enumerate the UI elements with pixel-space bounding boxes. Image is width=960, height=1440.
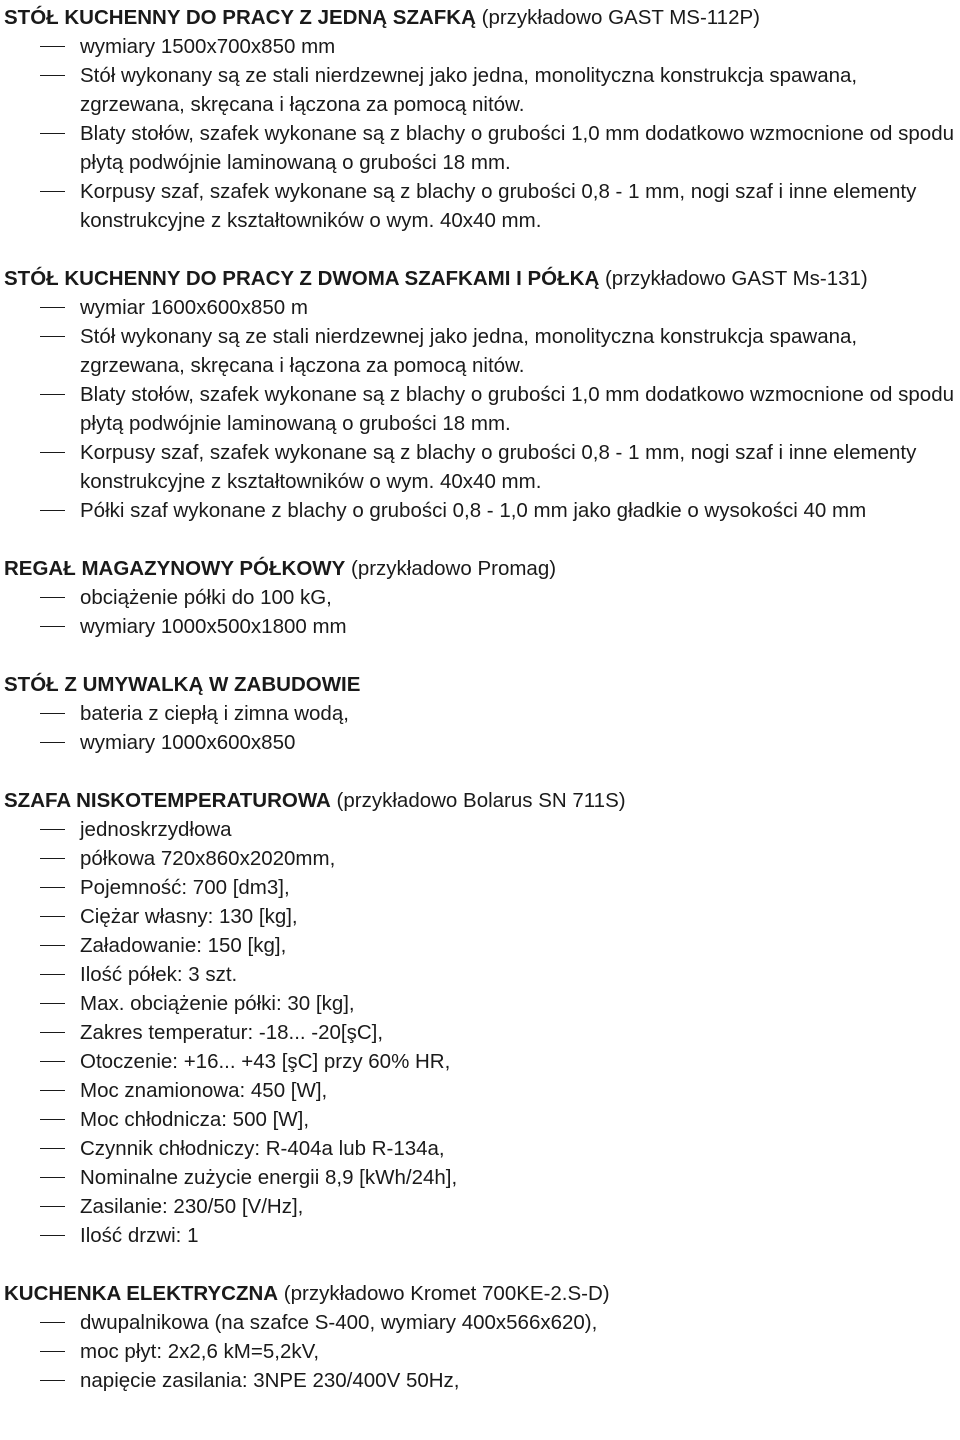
- spec-item: [4, 902, 958, 931]
- dash-bullet-icon: [40, 1148, 65, 1149]
- spec-item: [4, 873, 958, 902]
- section-sink-table: [4, 670, 958, 757]
- spec-item-text: Blaty stołów, szafek wykonane są z blachy o grubości 1,0 mm dodatkowo wzmocnione od spodu płytą podwójnie laminowaną o grubości 18 mm.: [80, 122, 954, 174]
- section-storage-shelf: [4, 554, 958, 641]
- dash-bullet-icon: [40, 1061, 65, 1062]
- spec-item: [4, 177, 958, 235]
- spec-item-text: półkowa 720x860x2020mm,: [80, 847, 336, 870]
- spec-item-text: Korpusy szaf, szafek wykonane są z blachy o grubości 0,8 - 1 mm, nogi szaf i inne elementy konstrukcyjne z kształtowników o wym. 40x40 mm.: [80, 180, 917, 232]
- dash-bullet-icon: [40, 1177, 65, 1178]
- spec-item-text: Blaty stołów, szafek wykonane są z blachy o grubości 1,0 mm dodatkowo wzmocnione od spodu płytą podwójnie laminowaną o grubości 18 mm.: [80, 383, 954, 435]
- spec-item-text: Półki szaf wykonane z blachy o grubości 0,8 - 1,0 mm jako gładkie o wysokości 40 mm: [80, 499, 867, 522]
- dash-bullet-icon: [40, 1032, 65, 1033]
- document: [4, 3, 958, 1395]
- spec-item: [4, 61, 958, 119]
- dash-bullet-icon: [40, 307, 65, 308]
- section-work-table-one-cabinet: [4, 3, 958, 235]
- dash-bullet-icon: [40, 1322, 65, 1323]
- spec-item-text: wymiary 1000x600x850: [80, 731, 296, 754]
- spec-item-text: dwupalnikowa (na szafce S-400, wymiary 400x566x620),: [80, 1311, 598, 1334]
- spec-item-text: Czynnik chłodniczy: R-404a lub R-134a,: [80, 1137, 445, 1160]
- dash-bullet-icon: [40, 945, 65, 946]
- section-subtitle: (przykładowo Bolarus SN 711S): [330, 789, 626, 812]
- spec-item-text: Stół wykonany są ze stali nierdzewnej jako jedna, monolityczna konstrukcja spawana, zgrzewana, skręcana i łączona za pomocą nitów.: [80, 64, 858, 116]
- section-heading: [4, 786, 958, 815]
- spec-item: [4, 119, 958, 177]
- spec-item-text: Moc chłodnicza: 500 [W],: [80, 1108, 310, 1131]
- dash-bullet-icon: [40, 452, 65, 453]
- section-subtitle: (przykładowo GAST MS-112P): [475, 6, 760, 29]
- spec-item-text: obciążenie półki do 100 kG,: [80, 586, 332, 609]
- dash-bullet-icon: [40, 742, 65, 743]
- dash-bullet-icon: [40, 1090, 65, 1091]
- spec-item: [4, 1308, 958, 1337]
- dash-bullet-icon: [40, 858, 65, 859]
- spec-list: [4, 815, 958, 1250]
- spec-item: [4, 1221, 958, 1250]
- section-heading: [4, 1279, 958, 1308]
- spec-item: [4, 960, 958, 989]
- spec-item: [4, 844, 958, 873]
- spec-item-text: Ciężar własny: 130 [kg],: [80, 905, 298, 928]
- dash-bullet-icon: [40, 626, 65, 627]
- dash-bullet-icon: [40, 510, 65, 511]
- spec-item-text: Ilość drzwi: 1: [80, 1224, 199, 1247]
- section-title: SZAFA NISKOTEMPERATUROWA: [4, 789, 331, 812]
- section-freezer-cabinet: [4, 786, 958, 1250]
- dash-bullet-icon: [40, 191, 65, 192]
- section-title: REGAŁ MAGAZYNOWY PÓŁKOWY: [4, 557, 346, 580]
- dash-bullet-icon: [40, 1206, 65, 1207]
- dash-bullet-icon: [40, 75, 65, 76]
- spec-list: [4, 583, 958, 641]
- spec-item: [4, 322, 958, 380]
- spec-item-text: Otoczenie: +16... +43 [şC] przy 60% HR,: [80, 1050, 451, 1073]
- spec-list: [4, 293, 958, 525]
- spec-item-text: bateria z ciepłą i zimna wodą,: [80, 702, 349, 725]
- section-heading: [4, 670, 958, 699]
- spec-item-text: wymiary 1000x500x1800 mm: [80, 615, 347, 638]
- spec-item-text: moc płyt: 2x2,6 kM=5,2kV,: [80, 1340, 320, 1363]
- spec-item: [4, 583, 958, 612]
- dash-bullet-icon: [40, 1003, 65, 1004]
- dash-bullet-icon: [40, 974, 65, 975]
- spec-item: [4, 612, 958, 641]
- spec-item-text: Załadowanie: 150 [kg],: [80, 934, 287, 957]
- spec-item-text: Zakres temperatur: -18... -20[şC],: [80, 1021, 384, 1044]
- spec-item: [4, 931, 958, 960]
- spec-item: [4, 438, 958, 496]
- spec-list: [4, 1308, 958, 1395]
- section-electric-stove: [4, 1279, 958, 1395]
- spec-item-text: Korpusy szaf, szafek wykonane są z blachy o grubości 0,8 - 1 mm, nogi szaf i inne elementy konstrukcyjne z kształtowników o wym. 40x40 mm.: [80, 441, 917, 493]
- spec-item-text: wymiar 1600x600x850 m: [80, 296, 308, 319]
- section-work-table-two-cabinets: [4, 264, 958, 525]
- spec-item: [4, 1134, 958, 1163]
- spec-item: [4, 293, 958, 322]
- section-subtitle: (przykładowo Promag): [345, 557, 557, 580]
- dash-bullet-icon: [40, 916, 65, 917]
- dash-bullet-icon: [40, 887, 65, 888]
- section-heading: [4, 554, 958, 583]
- spec-item: [4, 1337, 958, 1366]
- dash-bullet-icon: [40, 1351, 65, 1352]
- dash-bullet-icon: [40, 46, 65, 47]
- spec-item-text: Ilość półek: 3 szt.: [80, 963, 238, 986]
- spec-item: [4, 815, 958, 844]
- dash-bullet-icon: [40, 1235, 65, 1236]
- spec-item: [4, 1018, 958, 1047]
- spec-item: [4, 380, 958, 438]
- section-title: STÓŁ Z UMYWALKĄ W ZABUDOWIE: [4, 673, 361, 696]
- dash-bullet-icon: [40, 713, 65, 714]
- spec-item: [4, 699, 958, 728]
- spec-item-text: napięcie zasilania: 3NPE 230/400V 50Hz,: [80, 1369, 460, 1392]
- spec-item-text: Pojemność: 700 [dm3],: [80, 876, 290, 899]
- spec-item-text: wymiary 1500x700x850 mm: [80, 35, 336, 58]
- section-subtitle: (przykładowo Kromet 700KE-2.S-D): [278, 1282, 610, 1305]
- dash-bullet-icon: [40, 829, 65, 830]
- section-title: STÓŁ KUCHENNY DO PRACY Z JEDNĄ SZAFKĄ: [4, 6, 476, 29]
- dash-bullet-icon: [40, 394, 65, 395]
- spec-item-text: Zasilanie: 230/50 [V/Hz],: [80, 1195, 304, 1218]
- spec-item: [4, 728, 958, 757]
- spec-item: [4, 496, 958, 525]
- spec-item: [4, 1076, 958, 1105]
- dash-bullet-icon: [40, 336, 65, 337]
- dash-bullet-icon: [40, 597, 65, 598]
- section-title: KUCHENKA ELEKTRYCZNA: [4, 1282, 279, 1305]
- spec-item-text: Max. obciążenie półki: 30 [kg],: [80, 992, 355, 1015]
- section-title: STÓŁ KUCHENNY DO PRACY Z DWOMA SZAFKAMI I PÓŁKĄ: [4, 267, 600, 290]
- spec-list: [4, 699, 958, 757]
- spec-item-text: Stół wykonany są ze stali nierdzewnej jako jedna, monolityczna konstrukcja spawana, zgrzewana, skręcana i łączona za pomocą nitów.: [80, 325, 858, 377]
- spec-item: [4, 1047, 958, 1076]
- spec-item: [4, 1192, 958, 1221]
- spec-item: [4, 1105, 958, 1134]
- dash-bullet-icon: [40, 1119, 65, 1120]
- spec-item: [4, 989, 958, 1018]
- spec-item-text: Moc znamionowa: 450 [W],: [80, 1079, 328, 1102]
- spec-item-text: jednoskrzydłowa: [80, 818, 232, 841]
- section-heading: [4, 3, 958, 32]
- spec-item: [4, 1366, 958, 1395]
- spec-item: [4, 32, 958, 61]
- dash-bullet-icon: [40, 1380, 65, 1381]
- spec-list: [4, 32, 958, 235]
- dash-bullet-icon: [40, 133, 65, 134]
- spec-item: [4, 1163, 958, 1192]
- section-subtitle: (przykładowo GAST Ms-131): [599, 267, 868, 290]
- spec-item-text: Nominalne zużycie energii 8,9 [kWh/24h],: [80, 1166, 458, 1189]
- section-heading: [4, 264, 958, 293]
